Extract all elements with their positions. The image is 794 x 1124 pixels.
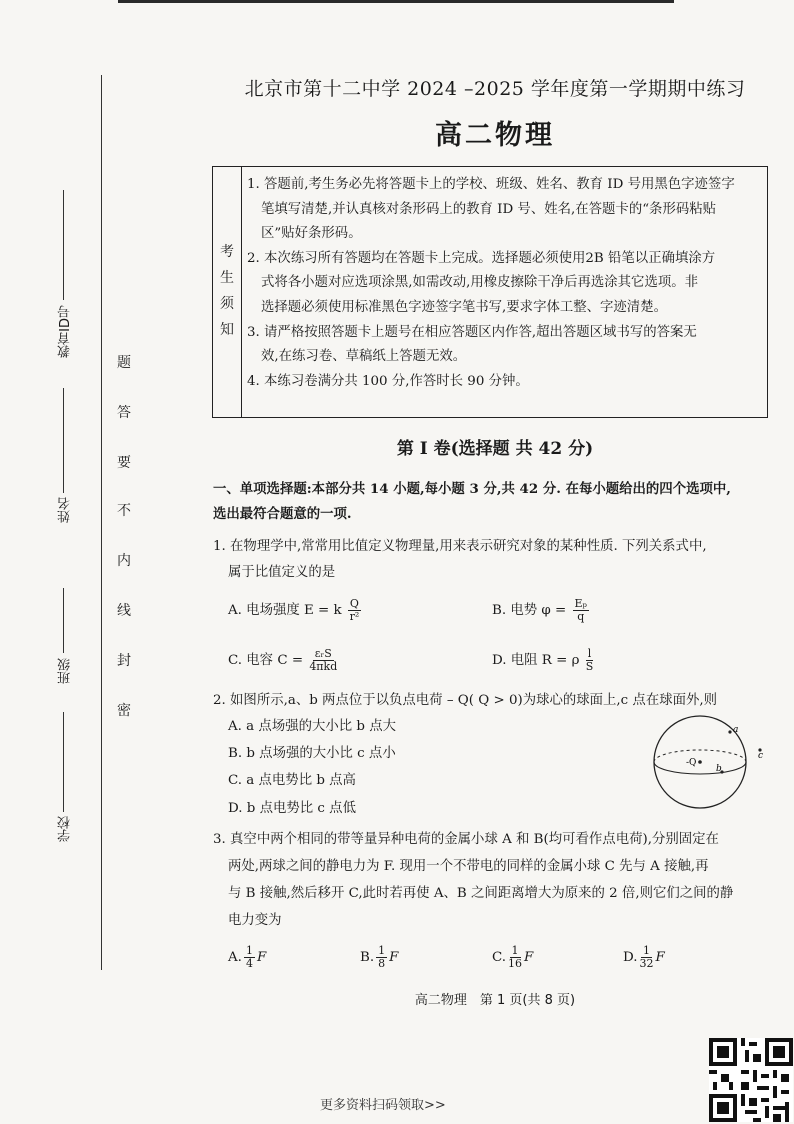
field-label-id: 教育ID号 [58, 305, 73, 358]
notice-side-char: 生 [220, 270, 234, 286]
point-c-label: c [758, 751, 764, 761]
field-underline-school [63, 712, 64, 812]
unit: F [524, 950, 534, 965]
notice-line: 选择题必须使用标准黑色字迹签字笔书写,要求字体工整、字迹清楚。 [261, 299, 667, 315]
notice-line: 3. 请严格按照答题卡上题号在相应答题区内作答,超出答题区域书写的答案无 [247, 324, 697, 340]
numerator: 1 [511, 944, 519, 957]
option-text: A. 电场强度 E = k [228, 603, 342, 618]
unit: F [256, 950, 267, 965]
denominator: S [585, 660, 594, 673]
numerator: Eₚ [574, 597, 587, 610]
q2-option-a: A. a 点场强的大小比 b 点大 [228, 719, 397, 734]
question-3-stem: 电力变为 [228, 913, 282, 928]
fraction [244, 945, 255, 970]
numerator: Q [349, 597, 359, 610]
notice-side-char: 考 [220, 244, 234, 260]
seal-char: 要 [117, 455, 131, 471]
section-intro: 一、单项选择题:本部分共 14 小题,每小题 3 分,共 42 分. 在每小题给出的四个选项中, [213, 481, 731, 497]
denominator: r² [349, 610, 360, 623]
numerator: εᵣS [314, 647, 332, 660]
notice-body [247, 173, 757, 394]
field-underline-name [63, 388, 64, 493]
section-intro: 选出最符合题意的一项. [213, 506, 352, 522]
q1-option-a [228, 598, 363, 623]
notice-side-char: 知 [220, 322, 234, 338]
unit: F [655, 950, 665, 965]
q1-option-c [228, 648, 339, 673]
q1-option-b [492, 598, 591, 623]
q2-option-b: B. b 点场强的大小比 c 点小 [228, 746, 396, 761]
denominator: 32 [639, 957, 654, 970]
question-2-stem: 2. 如图所示,a、b 两点位于以负点电荷 – Q( Q > 0)为球心的球面上,c 点在球面外,则 [213, 693, 718, 708]
field-label-class: 班级 [58, 658, 73, 684]
field-label-name: 姓名 [58, 497, 73, 523]
option-text: B. 电势 φ = [492, 603, 567, 618]
q3-option-b [360, 945, 398, 970]
notice-line: 效,在练习卷、草稿纸上答题无效。 [261, 349, 467, 365]
page-footer: 高二物理 第 1 页(共 8 页) [414, 993, 576, 1008]
q3-option-c [492, 945, 533, 970]
q3-option-a [228, 945, 266, 970]
numerator: 1 [378, 944, 386, 957]
seal-char: 密 [117, 703, 131, 719]
denominator: 4 [245, 957, 253, 970]
field-underline-class [63, 588, 64, 653]
option-letter: A. [228, 950, 242, 965]
top-edge-line [118, 0, 674, 3]
fraction [376, 945, 387, 970]
unit: F [389, 950, 399, 965]
fraction [640, 945, 654, 970]
notice-line: 式将各小题对应选项涂黑,如需改动,用橡皮擦除干净后再选涂其它选项。非 [261, 275, 699, 291]
option-letter: B. [360, 950, 375, 965]
charge-label: -Q [686, 758, 697, 768]
question-1-stem: 属于比值定义的是 [228, 565, 336, 580]
subject-title: 高二物理 [435, 120, 555, 151]
question-1-stem: 1. 在物理学中,常常用比值定义物理量,用来表示研究对象的某种性质. 下列关系式中, [213, 539, 707, 554]
seal-char: 封 [117, 653, 131, 669]
field-underline-id [63, 190, 64, 300]
numerator: 1 [245, 944, 253, 957]
q3-option-d [623, 945, 665, 970]
denominator: 8 [378, 957, 386, 970]
point-a-label: a [733, 725, 739, 735]
notice-line: 1. 答题前,考生务必先将答题卡上的学校、班级、姓名、教育 ID 号用黑色字迹签字 [247, 177, 735, 192]
point-b-label: b [716, 764, 722, 774]
notice-line: 区”贴好条形码。 [261, 226, 362, 242]
notice-side-label [213, 167, 242, 417]
point-a [728, 730, 731, 733]
question-3-stem: 两处,两球之间的静电力为 F. 现用一个不带电的同样的金属小球 C 先与 A 接触,再 [228, 859, 709, 874]
notice-line: 笔填写清楚,并认真核对条形码上的教育 ID 号、姓名,在答题卡的“条形码粘贴 [261, 201, 717, 217]
numerator: l [587, 647, 592, 660]
denominator: 16 [508, 957, 523, 970]
seal-char: 不 [117, 503, 131, 519]
fraction [348, 598, 361, 623]
fraction [309, 648, 337, 673]
denominator: q [577, 610, 585, 623]
q1-option-d [492, 648, 595, 673]
denominator: 4πkd [309, 660, 338, 673]
notice-line: 2. 本次练习所有答题均在答题卡上完成。选择题必须使用2B 铅笔以正确填涂方 [247, 250, 716, 266]
field-label-school: 学校 [58, 816, 73, 842]
fraction [508, 945, 522, 970]
sphere-figure [650, 712, 775, 817]
option-text: C. 电容 C = [228, 653, 304, 668]
binding-line [101, 75, 102, 970]
question-3-stem: 3. 真空中两个相同的带等量异种电荷的金属小球 A 和 B(均可看作点电荷),分别固定在 [213, 832, 719, 847]
question-3-stem: 与 B 接触,然后移开 C,此时若再使 A、B 之间距离增大为原来的 2 倍,则它们之间的静 [228, 886, 734, 901]
qr-code-icon[interactable] [709, 1038, 793, 1122]
exam-title: 北京市第十二中学 2024 –2025 学年度第一学期期中练习 [244, 78, 746, 100]
seal-char: 内 [117, 553, 131, 569]
notice-box [212, 166, 768, 418]
seal-char: 答 [117, 405, 131, 421]
q2-option-c: C. a 点电势比 b 点高 [228, 773, 356, 788]
option-text: D. 电阻 R = ρ [492, 653, 580, 668]
option-letter: D. [623, 950, 638, 965]
seal-char: 题 [117, 355, 131, 371]
notice-line: 4. 本练习卷满分共 100 分,作答时长 90 分钟。 [247, 373, 529, 389]
numerator: 1 [643, 944, 651, 957]
option-letter: C. [492, 950, 507, 965]
fraction [586, 648, 594, 673]
seal-char: 线 [117, 603, 131, 619]
notice-side-char: 须 [220, 296, 234, 312]
charge-point [698, 760, 702, 764]
section-title: 第 Ⅰ 卷(选择题 共 42 分) [396, 439, 594, 459]
more-resources-text: 更多资料扫码领取>> [320, 1098, 446, 1113]
q2-option-d: D. b 点电势比 c 点低 [228, 801, 356, 816]
fraction [573, 598, 589, 623]
